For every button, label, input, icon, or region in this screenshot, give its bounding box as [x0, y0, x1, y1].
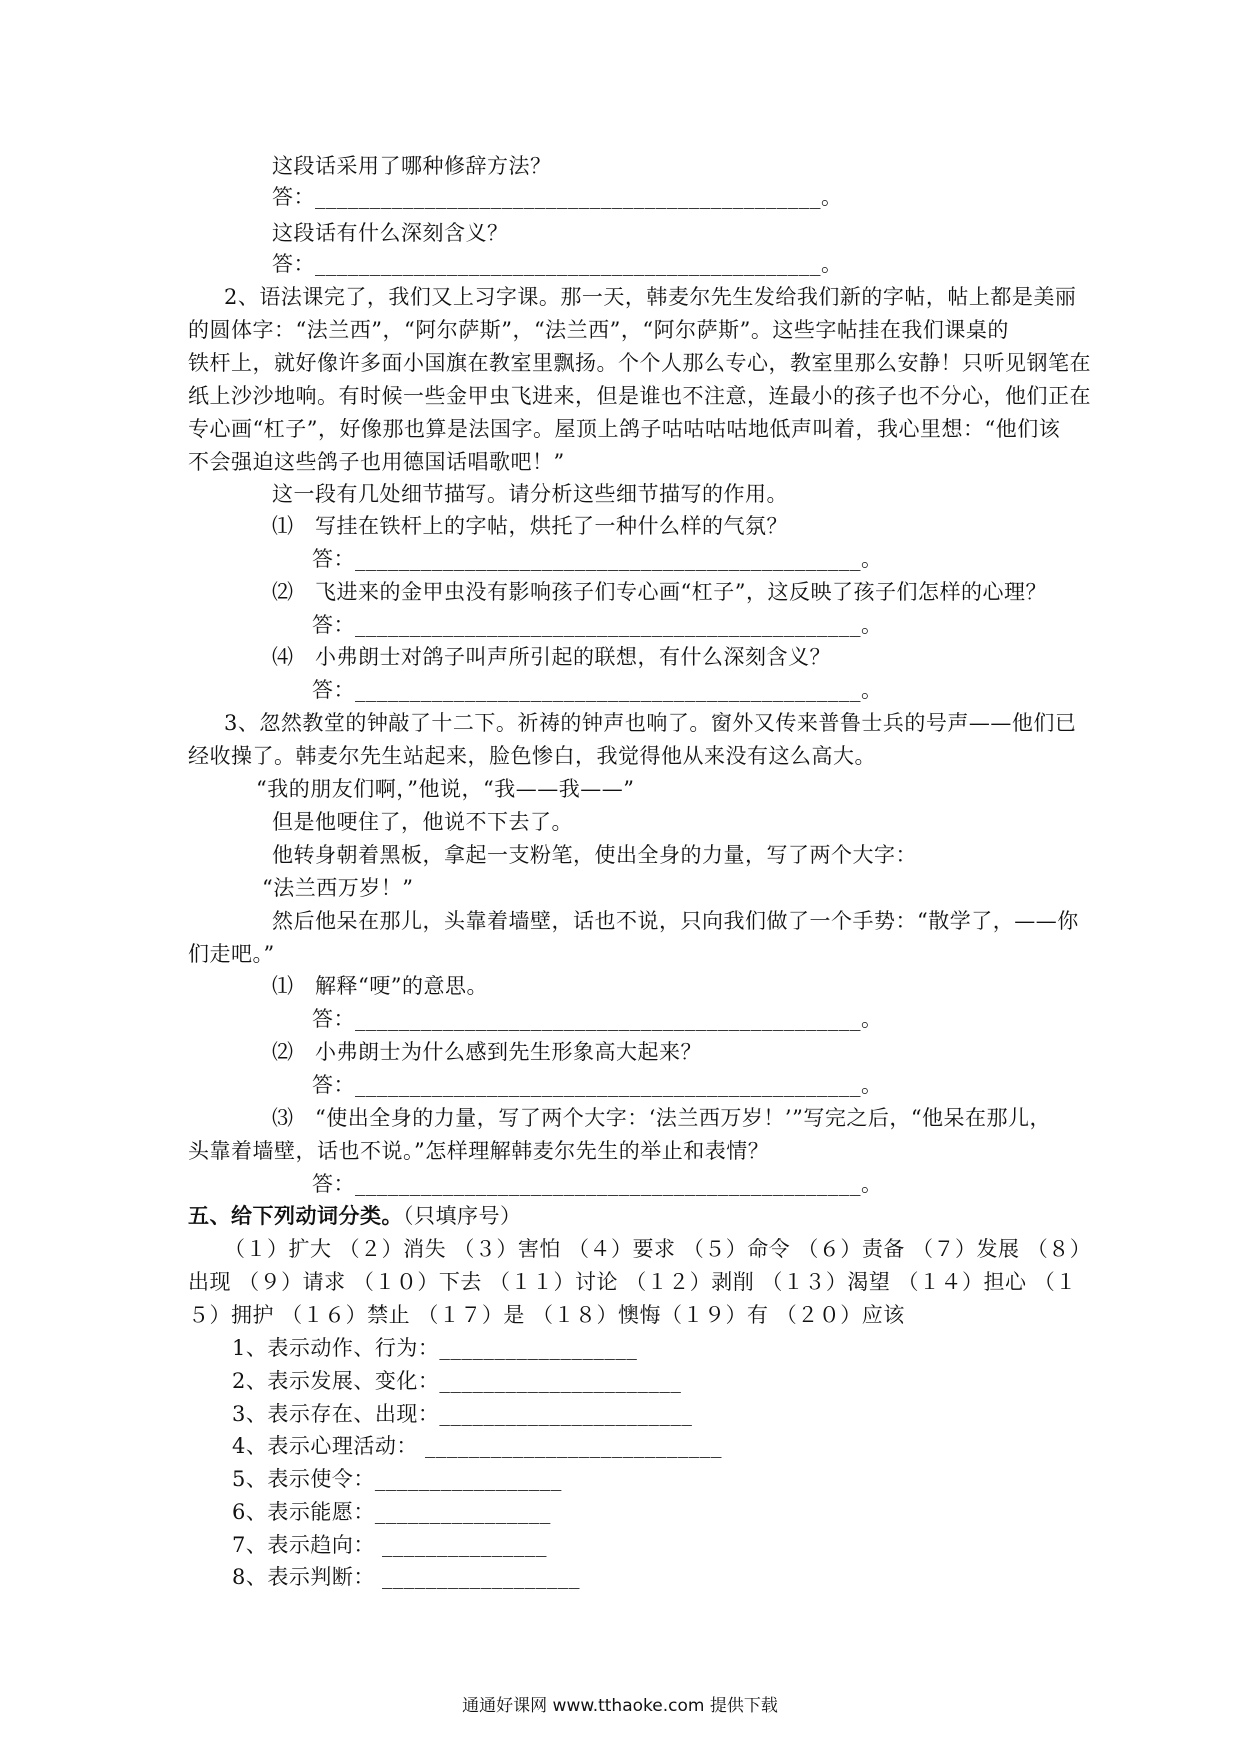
- answer-line: 答：______________________________________________。: [312, 1007, 883, 1031]
- answer-line: 答：______________________________________________。: [312, 1172, 883, 1196]
- category-line: 4、表示心理活动： ___________________________: [232, 1434, 723, 1458]
- answer-line: 答：______________________________________________。: [272, 252, 843, 276]
- category-line: 8、表示判断： __________________: [232, 1565, 581, 1589]
- question-rhetoric: 这段话采用了哪种修辞方法？: [272, 154, 552, 178]
- question-item: ⑶ “使出全身的力量，写了两个大字：‘法兰西万岁！’”写完之后，“他呆在那儿，: [272, 1106, 1052, 1130]
- category-line: 5、表示使令：_________________: [232, 1467, 562, 1491]
- passage-2-line: 的圆体字：“法兰西”，“阿尔萨斯”，“法兰西”，“阿尔萨斯”。这些字帖挂在我们课桌的: [188, 318, 1009, 342]
- section-5-title: 五、给下列动词分类。: [188, 1204, 403, 1228]
- question-item: ⑵ 飞进来的金甲虫没有影响孩子们专心画“杠子”，这反映了孩子们怎样的心理？: [272, 580, 1047, 604]
- page-footer: 通通好课网 www.tthaoke.com 提供下载: [462, 1696, 778, 1716]
- passage-3-line: 然后他呆在那儿，头靠着墙壁，话也不说，只向我们做了一个手势：“散学了，——你: [272, 909, 1079, 933]
- section-5-heading: [188, 1201, 522, 1231]
- passage-2-line: 铁杆上，就好像许多面小国旗在教室里飘扬。个个人那么专心，教室里那么安静！只听见钢笔在: [188, 351, 1091, 375]
- answer-line: 答：______________________________________________。: [312, 613, 883, 637]
- section-5-note: （只填序号）: [403, 1204, 522, 1228]
- answer-line: 答：______________________________________________。: [312, 547, 883, 571]
- passage-3-line: 3、忽然教堂的钟敲了十二下。祈祷的钟声也响了。窗外又传来普鲁士兵的号声——他们已: [224, 711, 1077, 735]
- passage-3-line: 但是他哽住了，他说不下去了。: [272, 810, 573, 834]
- passage-3-line: 们走吧。”: [188, 942, 275, 966]
- question-item: ⑵ 小弗朗士为什么感到先生形象高大起来？: [272, 1040, 702, 1064]
- passage-2-line: 专心画“杠子”，好像那也算是法国字。屋顶上鸽子咕咕咕咕地低声叫着，我心里想：“他们该: [188, 417, 1061, 441]
- category-line: 7、表示趋向： _______________: [232, 1533, 548, 1557]
- word-list-line: ５）拥护 （１６）禁止 （１７）是 （１８）懊悔（１９）有 （２０）应该: [188, 1303, 905, 1327]
- word-list-line: （１）扩大 （２）消失 （３）害怕 （４）要求 （５）命令 （６）责备 （７）发展 （８）: [224, 1237, 1092, 1261]
- question-item: 头靠着墙壁，话也不说。”怎样理解韩麦尔先生的举止和表情？: [188, 1139, 770, 1163]
- answer-line: 答：______________________________________________。: [312, 678, 883, 702]
- passage-3-line: “我的朋友们啊，”他说，“我——我——”: [256, 777, 635, 801]
- category-line: 2、表示发展、变化：______________________: [232, 1369, 682, 1393]
- question-item: ⑷ 小弗朗士对鸽子叫声所引起的联想，有什么深刻含义？: [272, 645, 831, 669]
- answer-line: 答：______________________________________________。: [312, 1073, 883, 1097]
- category-line: 1、表示动作、行为：__________________: [232, 1336, 638, 1360]
- passage-2-instruction: 这一段有几处细节描写。请分析这些细节描写的作用。: [272, 482, 788, 506]
- question-meaning: 这段话有什么深刻含义？: [272, 221, 509, 245]
- category-line: 3、表示存在、出现：_______________________: [232, 1402, 693, 1426]
- passage-2-line: 2、语法课完了，我们又上习字课。那一天，韩麦尔先生发给我们新的字帖，帖上都是美丽: [224, 285, 1077, 309]
- passage-3-line: 他转身朝着黑板，拿起一支粉笔，使出全身的力量，写了两个大字：: [272, 843, 917, 867]
- question-item: ⑴ 写挂在铁杆上的字帖，烘托了一种什么样的气氛？: [272, 514, 788, 538]
- passage-3-line: 经收操了。韩麦尔先生站起来，脸色惨白，我觉得他从来没有这么高大。: [188, 744, 876, 768]
- question-item: ⑴ 解释“哽”的意思。: [272, 974, 488, 998]
- passage-3-line: “法兰西万岁！”: [262, 876, 414, 900]
- passage-2-line: 不会强迫这些鸽子也用德国话唱歌吧！”: [188, 450, 565, 474]
- answer-line: 答：______________________________________________。: [272, 185, 843, 209]
- word-list-line: 出现 （９）请求 （１０）下去 （１１）讨论 （１２）剥削 （１３）渴望 （１４）担心 （１: [188, 1270, 1077, 1294]
- category-line: 6、表示能愿：________________: [232, 1500, 551, 1524]
- passage-2-line: 纸上沙沙地响。有时候一些金甲虫飞进来，但是谁也不注意，连最小的孩子也不分心，他们正在: [188, 384, 1091, 408]
